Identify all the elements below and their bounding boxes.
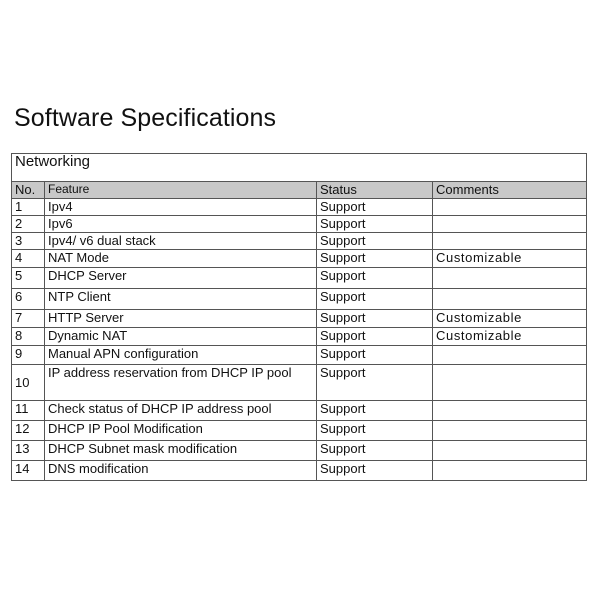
cell-feature: HTTP Server bbox=[45, 310, 317, 328]
cell-status: Support bbox=[317, 328, 433, 346]
cell-comments: Customizable bbox=[433, 310, 587, 328]
table-row bbox=[12, 289, 587, 310]
cell-status: Support bbox=[317, 401, 433, 421]
cell-status: Support bbox=[317, 289, 433, 310]
cell-status: Support bbox=[317, 346, 433, 365]
cell-feature: IP address reservation from DHCP IP pool bbox=[45, 365, 317, 401]
cell-no: 8 bbox=[12, 328, 45, 346]
cell-no: 11 bbox=[12, 401, 45, 421]
cell-status: Support bbox=[317, 461, 433, 481]
cell-feature: NTP Client bbox=[45, 289, 317, 310]
page-title: Software Specifications bbox=[14, 104, 277, 132]
cell-feature: NAT Mode bbox=[45, 250, 317, 268]
table-row bbox=[12, 328, 587, 346]
cell-feature: DNS modification bbox=[45, 461, 317, 481]
column-header-no: No. bbox=[12, 182, 45, 199]
cell-feature: Ipv4 bbox=[45, 199, 317, 216]
cell-status: Support bbox=[317, 268, 433, 289]
cell-no: 13 bbox=[12, 441, 45, 461]
cell-comments: Customizable bbox=[433, 328, 587, 346]
cell-feature: Ipv4/ v6 dual stack bbox=[45, 233, 317, 250]
cell-no: 3 bbox=[12, 233, 45, 250]
cell-no: 7 bbox=[12, 310, 45, 328]
table-row bbox=[12, 401, 587, 421]
cell-comments: Customizable bbox=[433, 250, 587, 268]
cell-comments bbox=[433, 289, 587, 310]
table-row bbox=[12, 365, 587, 401]
cell-comments bbox=[433, 268, 587, 289]
table-row bbox=[12, 346, 587, 365]
cell-comments bbox=[433, 461, 587, 481]
column-header-comments: Comments bbox=[433, 182, 587, 199]
cell-status: Support bbox=[317, 365, 433, 401]
cell-comments bbox=[433, 233, 587, 250]
software-spec-table bbox=[11, 153, 587, 481]
cell-feature: Dynamic NAT bbox=[45, 328, 317, 346]
table-row bbox=[12, 199, 587, 216]
cell-comments bbox=[433, 346, 587, 365]
cell-comments bbox=[433, 216, 587, 233]
cell-status: Support bbox=[317, 233, 433, 250]
cell-status: Support bbox=[317, 441, 433, 461]
cell-no: 14 bbox=[12, 461, 45, 481]
cell-comments bbox=[433, 441, 587, 461]
cell-feature: Manual APN configuration bbox=[45, 346, 317, 365]
cell-feature: DHCP Server bbox=[45, 268, 317, 289]
cell-feature: Check status of DHCP IP address pool bbox=[45, 401, 317, 421]
table-row bbox=[12, 268, 587, 289]
table-row bbox=[12, 441, 587, 461]
cell-no: 6 bbox=[12, 289, 45, 310]
cell-feature: DHCP Subnet mask modification bbox=[45, 441, 317, 461]
column-header-feature: Feature bbox=[45, 182, 317, 199]
section-title: Networking bbox=[12, 154, 587, 182]
table-row bbox=[12, 310, 587, 328]
cell-feature: DHCP IP Pool Modification bbox=[45, 421, 317, 441]
cell-no: 9 bbox=[12, 346, 45, 365]
cell-no: 5 bbox=[12, 268, 45, 289]
cell-no: 1 bbox=[12, 199, 45, 216]
cell-status: Support bbox=[317, 216, 433, 233]
cell-comments bbox=[433, 199, 587, 216]
table-row bbox=[12, 461, 587, 481]
cell-comments bbox=[433, 365, 587, 401]
cell-no: 2 bbox=[12, 216, 45, 233]
cell-status: Support bbox=[317, 199, 433, 216]
table-header-row bbox=[12, 182, 587, 199]
cell-no: 4 bbox=[12, 250, 45, 268]
table-row bbox=[12, 233, 587, 250]
table-row bbox=[12, 216, 587, 233]
cell-no: 10 bbox=[12, 365, 45, 401]
cell-feature: Ipv6 bbox=[45, 216, 317, 233]
cell-comments bbox=[433, 421, 587, 441]
column-header-status: Status bbox=[317, 182, 433, 199]
cell-status: Support bbox=[317, 250, 433, 268]
cell-status: Support bbox=[317, 310, 433, 328]
table-row bbox=[12, 421, 587, 441]
section-row bbox=[12, 154, 587, 182]
cell-no: 12 bbox=[12, 421, 45, 441]
cell-status: Support bbox=[317, 421, 433, 441]
table-body bbox=[12, 199, 587, 481]
table-row bbox=[12, 250, 587, 268]
cell-comments bbox=[433, 401, 587, 421]
